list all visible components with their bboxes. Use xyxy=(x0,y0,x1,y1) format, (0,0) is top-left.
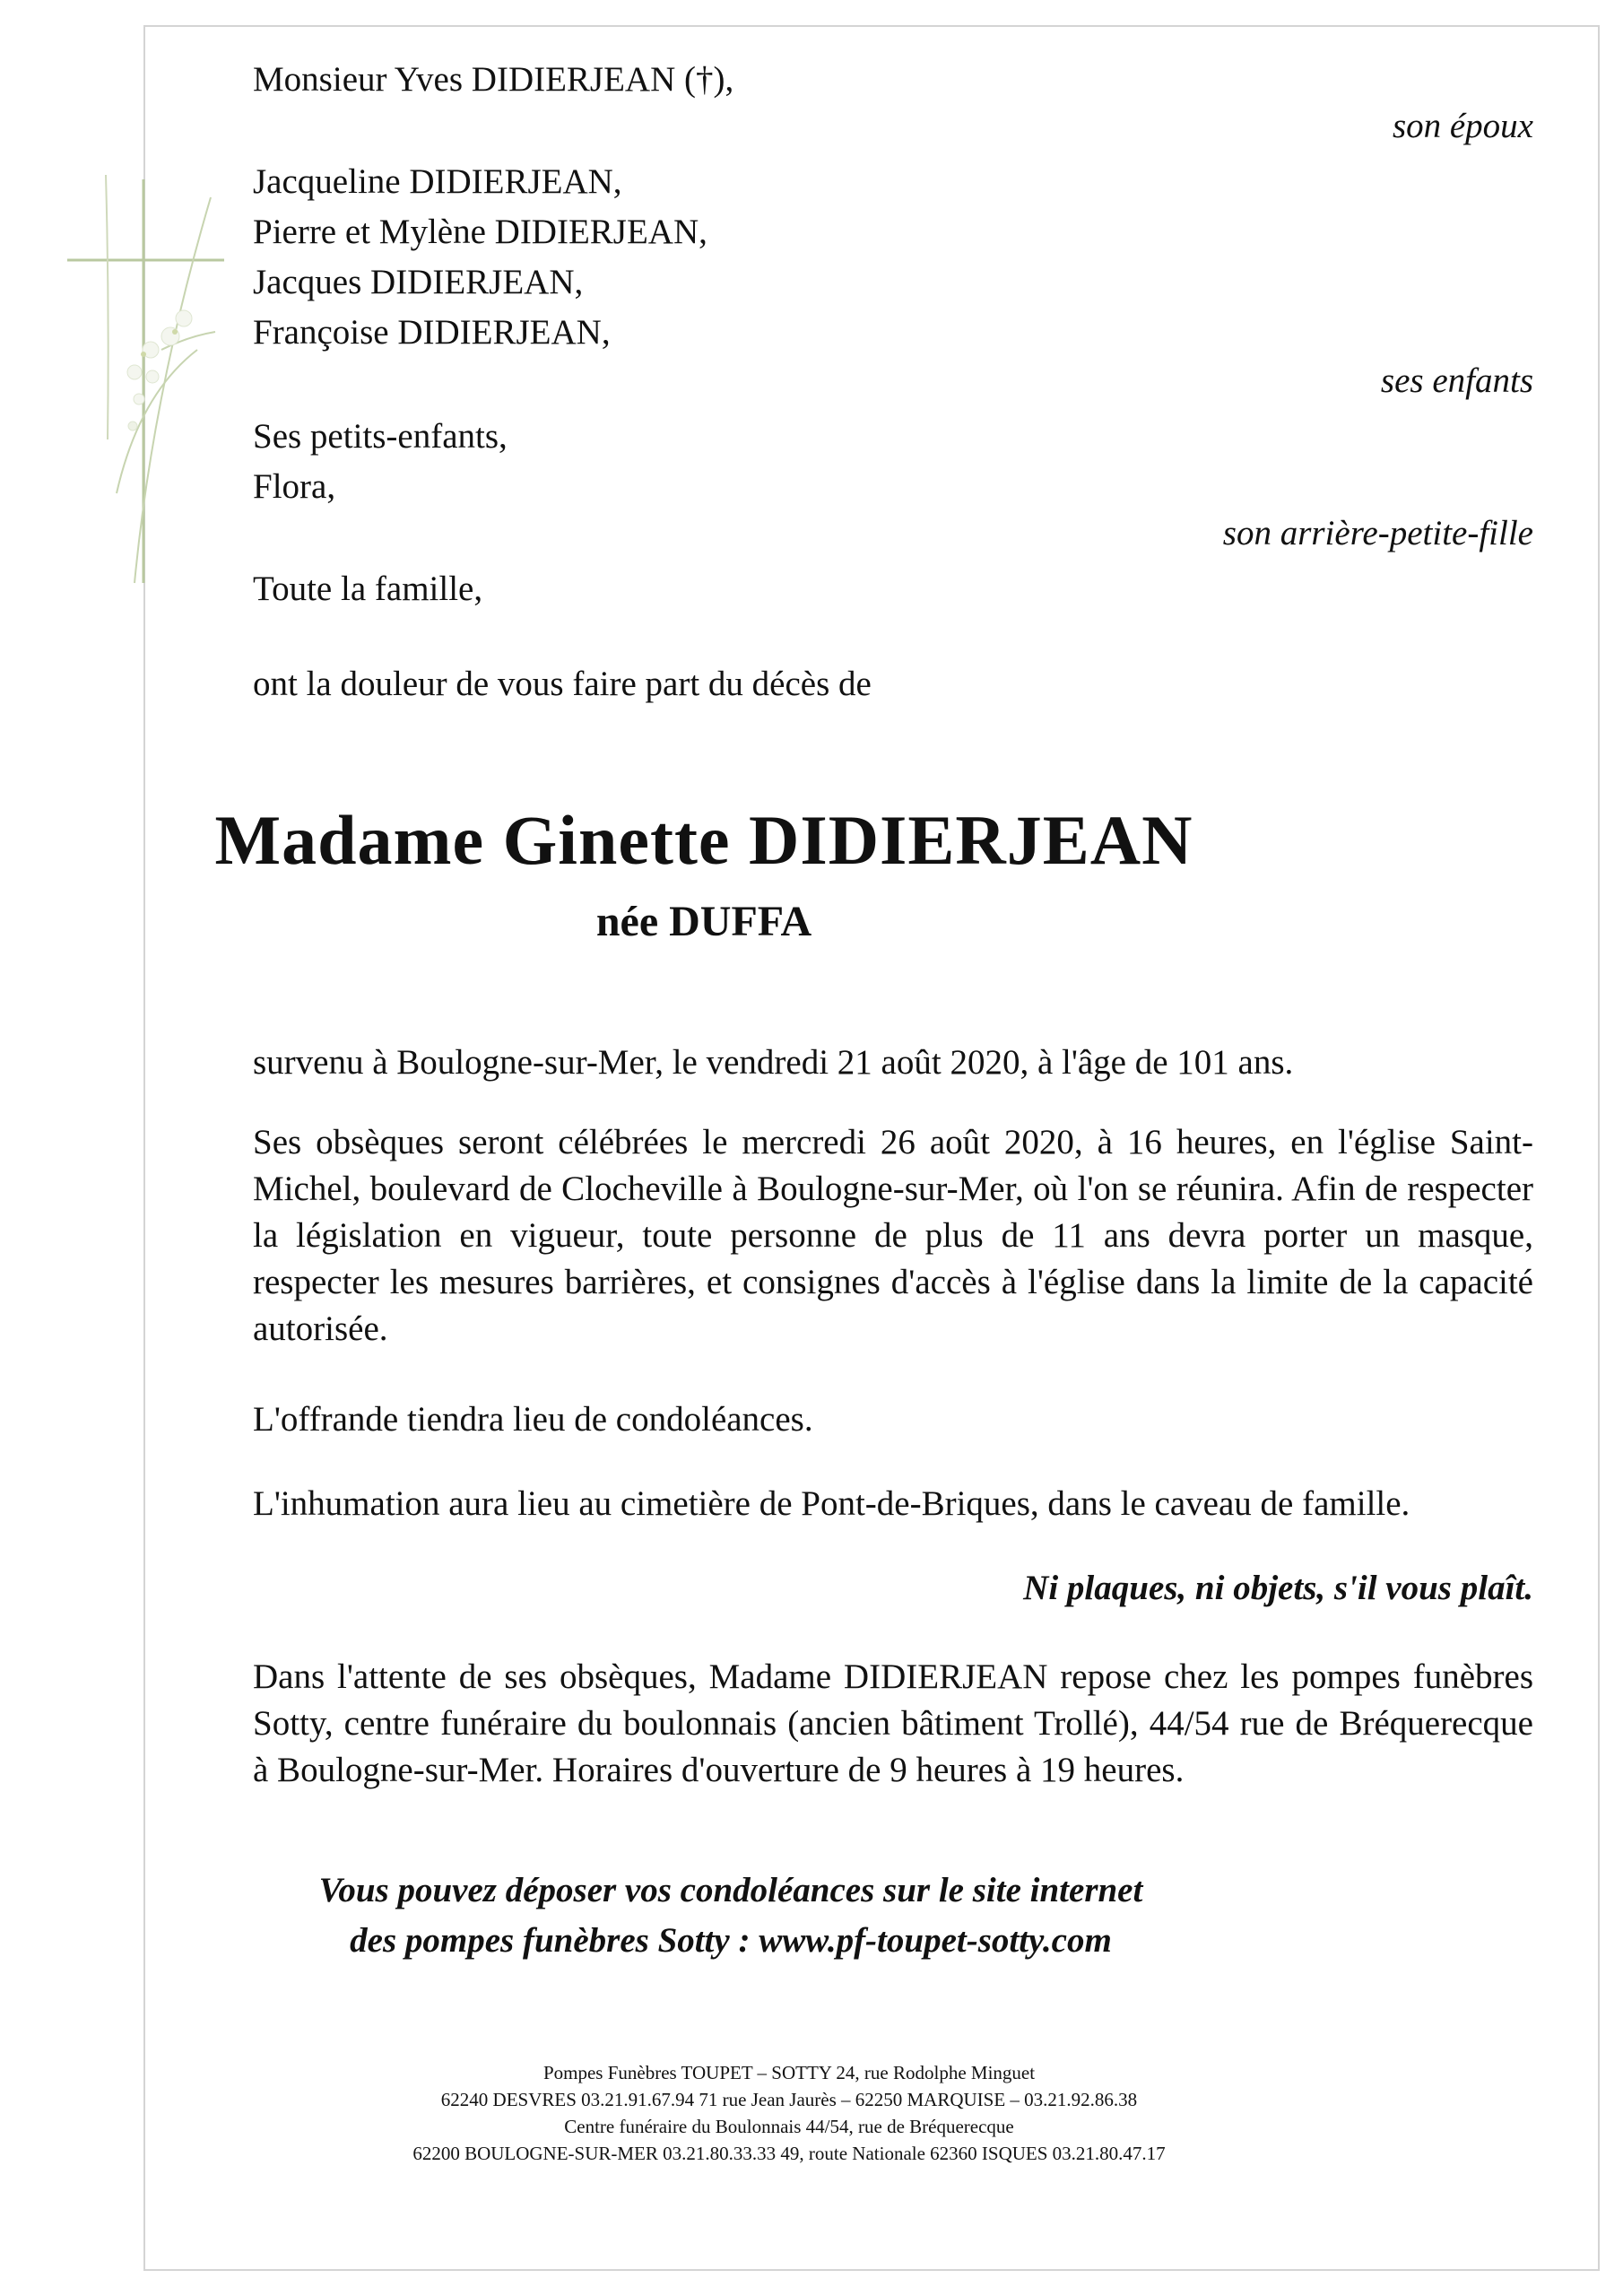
condolences-line: Vous pouvez déposer vos condoléances sur le site internet xyxy=(318,1871,1143,1909)
footer-line: Centre funéraire du Boulonnais 44/54, rue de Bréquerecque xyxy=(564,2116,1014,2137)
death-line: survenu à Boulogne-sur-Mer, le vendredi 21 août 2020, à l'âge de 101 ans. xyxy=(253,1043,1294,1082)
spouse-role: son époux xyxy=(1392,107,1533,145)
child-name: Jacques DIDIERJEAN, xyxy=(253,263,584,301)
no-flowers-note: Ni plaques, ni objets, s'il vous plaît. xyxy=(1023,1569,1533,1607)
deceased-birth-name: née DUFFA xyxy=(595,898,812,945)
grandchildren-line: Ses petits-enfants, xyxy=(253,417,508,456)
spouse-name: Monsieur Yves DIDIERJEAN (†), xyxy=(253,60,734,99)
footer-line: 62200 BOULOGNE-SUR-MER 03.21.80.33.33 49, route Nationale 62360 ISQUES 03.21.80.47.17 xyxy=(412,2143,1166,2164)
burial-line: L'inhumation aura lieu au cimetière de Pont-de-Briques, dans le caveau de famille. xyxy=(253,1484,1410,1523)
great-grandchild-name: Flora, xyxy=(253,467,336,506)
great-grandchild-role: son arrière-petite-fille xyxy=(1222,514,1533,552)
child-name: Pierre et Mylène DIDIERJEAN, xyxy=(253,213,707,251)
footer-line: Pompes Funèbres TOUPET – SOTTY 24, rue Rodolphe Minguet xyxy=(542,2062,1036,2083)
announcement-line: ont la douleur de vous faire part du décès de xyxy=(253,665,872,703)
footer-line: 62240 DESVRES 03.21.91.67.94 71 rue Jean Jaurès – 62250 MARQUISE – 03.21.92.86.38 xyxy=(440,2089,1138,2110)
condolences-note xyxy=(0,1866,1462,1966)
children-role: ses enfants xyxy=(1380,361,1533,400)
offering-line: L'offrande tiendra lieu de condoléances. xyxy=(253,1400,813,1439)
deceased-name: Madame Ginette DIDIERJEAN xyxy=(214,801,1193,879)
condolences-website[interactable]: des pompes funèbres Sotty : www.pf-toupet-sotty.com xyxy=(350,1921,1112,1960)
rest-paragraph: Dans l'attente de ses obsèques, Madame DIDIERJEAN repose chez les pompes funèbres Sotty, centre funéraire du boulonnais (ancien bâtiment Trollé), 44/54 rue de Bréquerecque à Boulogne-sur-Mer. Horaires d'ouverture de 9 heures à 19 heures. xyxy=(253,1657,1533,1789)
cross-flower-icon xyxy=(54,170,251,592)
child-name: Jacqueline DIDIERJEAN, xyxy=(253,162,622,201)
child-name: Françoise DIDIERJEAN, xyxy=(253,313,611,352)
whole-family-line: Toute la famille, xyxy=(253,570,483,608)
funeral-home-footer xyxy=(0,2059,1578,2167)
funeral-paragraph: Ses obsèques seront célébrées le mercredi 26 août 2020, à 16 heures, en l'église Saint-Michel, boulevard de Clocheville à Boulogne-sur-Mer, où l'on se réunira. Afin de respecter la législation en vigueur, toute personne de plus de 11 ans devra porter un masque, respecter les mesures barrières, et consignes d'accès à l'église dans la limite de la capacité autorisée. xyxy=(253,1123,1533,1348)
